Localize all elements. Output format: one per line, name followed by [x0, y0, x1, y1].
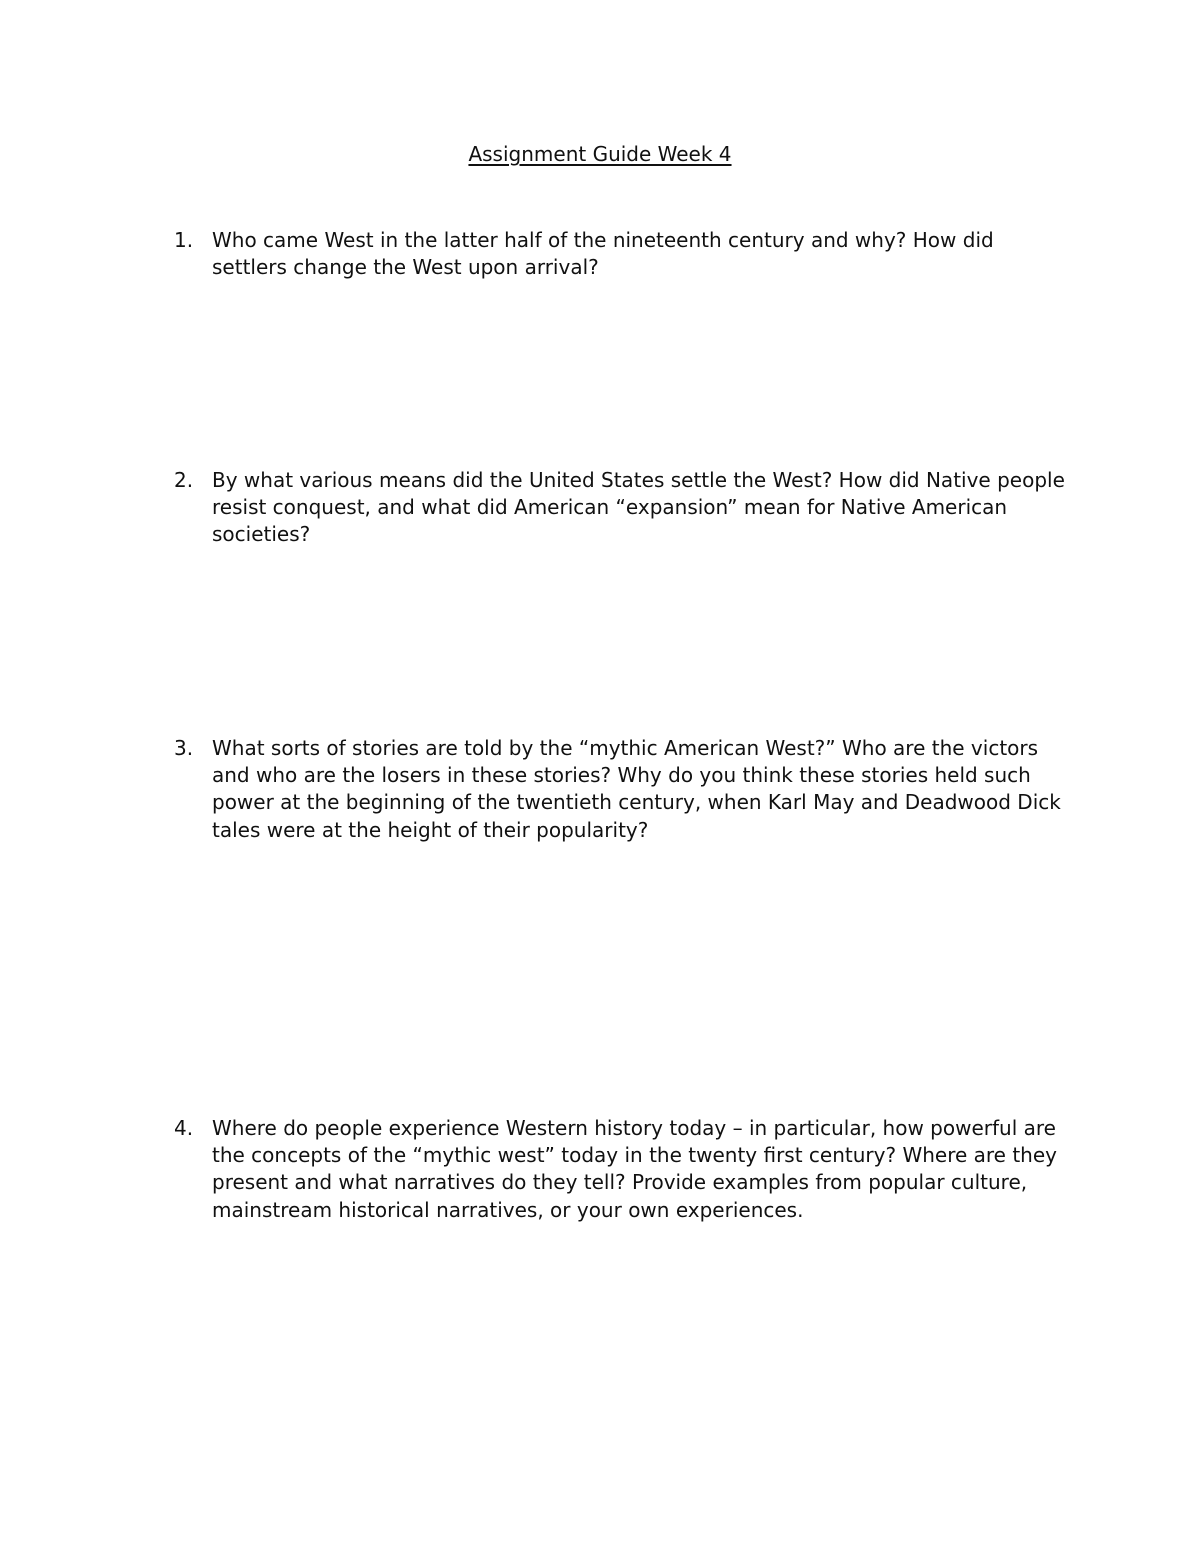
question-item-4 [174, 1115, 1074, 1224]
question-number: 4. [174, 1116, 194, 1140]
question-text: Where do people experience Western history today – in particular, how powerful are the concepts of the “mythic west” today in the twenty first century? Where are they present and what narratives do they tell? Provide examples from popular culture, mainstream historical narratives, or your own experiences. [212, 1116, 1057, 1222]
question-text: What sorts of stories are told by the “mythic American West?” Who are the victors and who are the losers in these stories? Why do you think these stories held such power at the beginning of the twentieth century, when Karl May and Deadwood Dick tales were at the height of their popularity? [212, 736, 1061, 842]
question-item-3 [174, 735, 1074, 844]
question-number: 2. [174, 468, 194, 492]
document-title: Assignment Guide Week 4 [468, 142, 732, 166]
question-number: 1. [174, 228, 194, 252]
question-text: By what various means did the United States settle the West? How did Native people resist conquest, and what did American “expansion” mean for Native American societies? [212, 468, 1065, 547]
question-number: 3. [174, 736, 194, 760]
question-item-1 [174, 227, 1074, 281]
question-item-2 [174, 467, 1074, 549]
question-text: Who came West in the latter half of the nineteenth century and why? How did settlers change the West upon arrival? [212, 228, 994, 280]
